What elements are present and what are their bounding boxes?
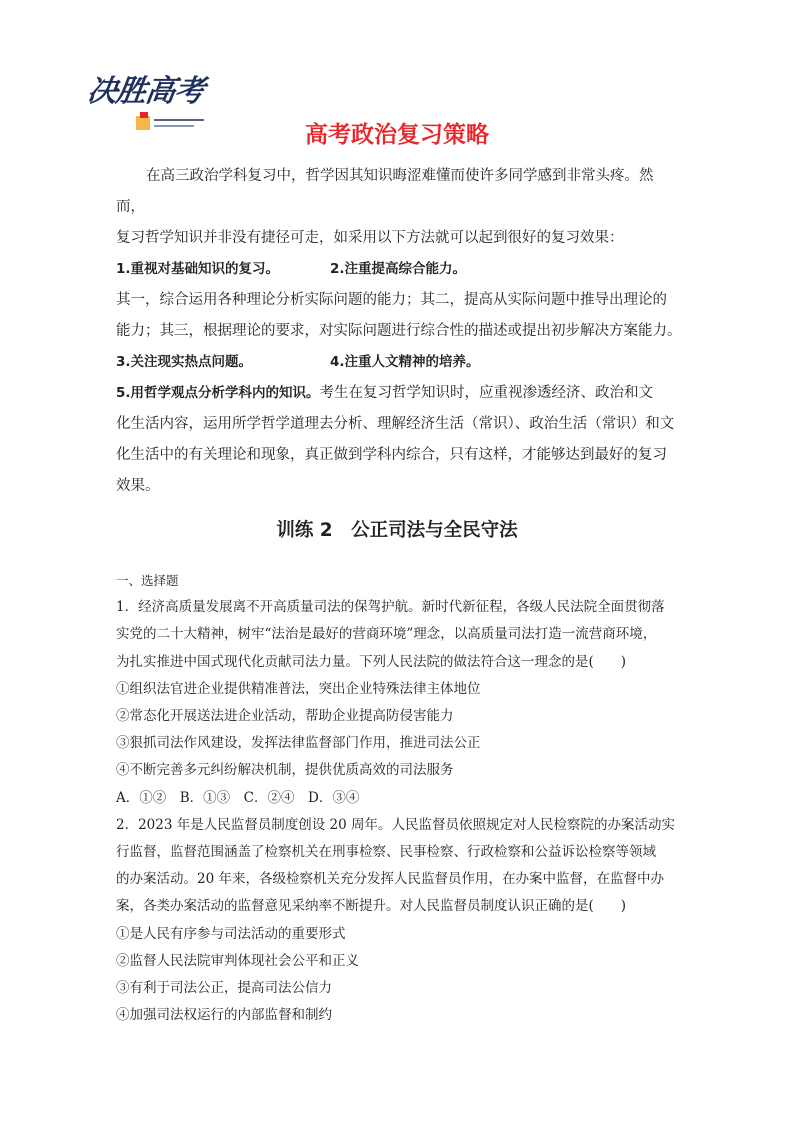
tip-1: 1.重视对基础知识的复习。 bbox=[116, 261, 280, 277]
tip-2: 2.注重提高综合能力。 bbox=[330, 261, 467, 277]
option-item: ①组织法官进企业提供精准普法，突出企业特殊法律主体地位 bbox=[116, 680, 481, 697]
tip-5-heading: 5.用哲学观点分析学科内的知识。 bbox=[116, 385, 320, 401]
tip-2-detail-line: 其一，综合运用各种理论分析实际问题的能力；其二，提高从实际问题中推导出理论的 bbox=[116, 292, 667, 308]
option-item: ④加强司法权运行的内部监督和制约 bbox=[116, 1007, 332, 1024]
option-item: ③狠抓司法作风建设，发挥法律监督部门作用，推进司法公正 bbox=[116, 735, 481, 752]
option-item: ③有利于司法公正，提高司法公信力 bbox=[116, 980, 332, 997]
question-line: 案，各类办案活动的监督意见采纳率不断提升。对人民监督员制度认识正确的是( ) bbox=[116, 898, 627, 915]
tips-row bbox=[116, 254, 682, 285]
answer-choices: A．①② B．①③ C．②④ D．③④ bbox=[116, 789, 360, 806]
intro-section bbox=[116, 161, 682, 502]
question-2 bbox=[116, 812, 682, 1030]
tip-2-detail-line: 能力；其三，根据理论的要求，对实际问题进行综合性的描述或提出初步解决方案能力。 bbox=[116, 323, 682, 339]
question-line: 实党的二十大精神，树牢“法治是最好的营商环境”理念，以高质量司法打造一流营商环境， bbox=[116, 626, 657, 643]
option-item: ②监督人民法院审判体现社会公平和正义 bbox=[116, 952, 359, 969]
part-label: 一、选择题 bbox=[116, 573, 179, 588]
questions-section bbox=[116, 567, 682, 1029]
tip-3: 3.关注现实热点问题。 bbox=[116, 354, 253, 370]
question-line: 行监督，监督范围涵盖了检察机关在刑事检察、民事检察、行政检察和公益诉讼检察等领域 bbox=[116, 844, 656, 861]
tip-4: 4.注重人文精神的培养。 bbox=[330, 354, 480, 370]
tip-5-text: 考生在复习哲学知识时，应重视渗透经济、政治和文 bbox=[319, 385, 654, 401]
section-title: 训练 2 公正司法与全民守法 bbox=[276, 520, 518, 541]
tip-5-line: 化生活内容，运用所学哲学道理去分析、理解经济生活（常识）、政治生活（常识）和文 bbox=[116, 416, 675, 432]
option-item: ④不断完善多元纠纷解决机制，提供优质高效的司法服务 bbox=[116, 762, 454, 779]
intro-line: 在高三政治学科复习中，哲学因其知识晦涩难懂而使许多同学感到非常头疼。然而， bbox=[116, 168, 654, 215]
question-1 bbox=[116, 594, 682, 812]
intro-line: 复习哲学知识并非没有捷径可走，如采用以下方法就可以起到很好的复习效果： bbox=[116, 230, 624, 246]
option-item: ①是人民有序参与司法活动的重要形式 bbox=[116, 925, 346, 942]
tip-5-line: 效果。 bbox=[116, 478, 160, 494]
page-title: 高考政治复习策略 bbox=[305, 122, 489, 148]
tip-5-line bbox=[116, 378, 682, 409]
option-item: ②常态化开展送法进企业活动，帮助企业提高防侵害能力 bbox=[116, 708, 454, 725]
question-line: 1．经济高质量发展离不开高质量司法的保驾护航。新时代新征程，各级人民法院全面贯彻落 bbox=[116, 599, 665, 616]
question-line: 为扎实推进中国式现代化贡献司法力量。下列人民法院的做法符合这一理念的是( ) bbox=[116, 653, 627, 670]
logo-wordmark: 决胜高考 bbox=[85, 74, 206, 109]
tip-5-line: 化生活中的有关理论和现象，真正做到学科内综合，只有这样，才能够达到最好的复习 bbox=[116, 447, 667, 463]
question-line: 2．2023 年是人民监督员制度创设 20 周年。人民监督员依照规定对人民检察院的办案活动实 bbox=[116, 816, 675, 833]
question-line: 的办案活动。20 年来，各级检察机关充分发挥人民监督员作用，在办案中监督，在监督中办 bbox=[116, 871, 664, 888]
tips-row bbox=[116, 347, 682, 378]
